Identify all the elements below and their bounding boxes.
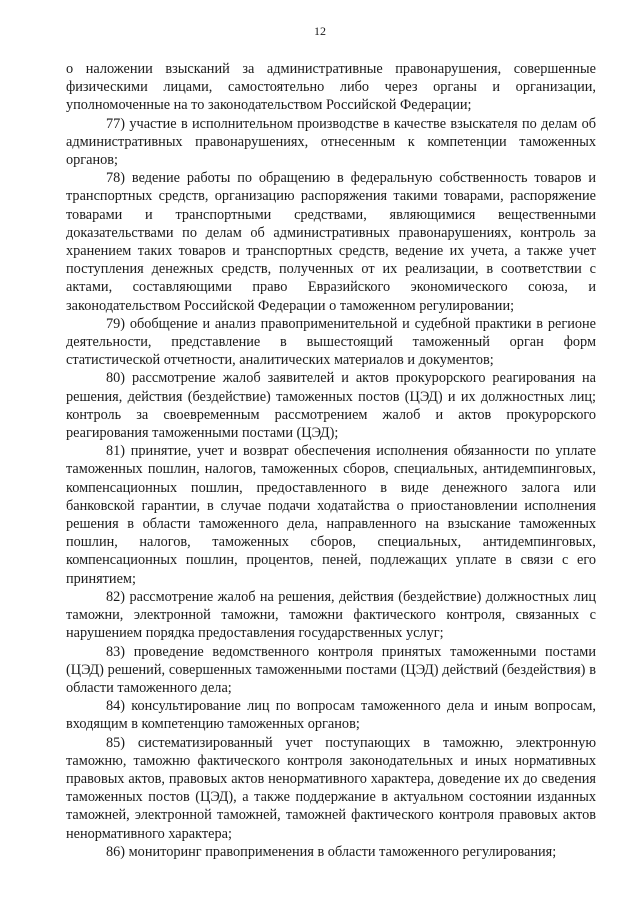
paragraph-85: 85) систематизированный учет поступающих в таможню, электронную таможню, таможню фактического контроля законодательных и иных нормативных правовых актов, правовых актов ненормативного характера, доведение их до сведения таможенных постов (ЦЭД), а также поддержание в актуальном состоянии изданных таможней, электронной таможней, таможней фактического контроля правовых актов ненормативного характера; (66, 734, 596, 842)
page-number: 12 (314, 24, 326, 38)
paragraph-80: 80) рассмотрение жалоб заявителей и актов прокурорского реагирования на решения, действия (бездействие) таможенных постов (ЦЭД) и их должностных лиц; контроль за своевременным рассмотрением жалоб и актов прокурорского реагирования таможенными постами (ЦЭД); (66, 370, 596, 442)
paragraph-83: 83) проведение ведомственного контроля принятых таможенными постами (ЦЭД) решений, совершенных таможенными постами (ЦЭД) действий (бездействия) в области таможенного дела; (66, 643, 596, 696)
paragraph-84: 84) консультирование лиц по вопросам таможенного дела и иным вопросам, входящим в компетенцию таможенных органов; (66, 698, 596, 733)
document-body (66, 60, 596, 861)
paragraph-76-continuation: о наложении взысканий за административные правонарушения, совершенные физическими лицами, самостоятельно либо через органы и организации, уполномоченные на то законодательством Российской Федерации; (66, 61, 596, 114)
paragraph-81: 81) принятие, учет и возврат обеспечения исполнения обязанности по уплате таможенных пошлин, налогов, таможенных сборов, специальных, антидемпинговых, компенсационных пошлин, предоставленного в виде денежного залога или банковской гарантии, в случае подачи ходатайства о приостановлении исполнения решения в области таможенного дела, направленного на взыскание таможенных пошлин, налогов, таможенных сборов, специальных, антидемпинговых, компенсационных пошлин, процентов, пеней, подлежащих уплате в связи с его принятием; (66, 443, 596, 587)
paragraph-77: 77) участие в исполнительном производстве в качестве взыскателя по делам об административных правонарушениях, отнесенным к компетенции таможенных органов; (66, 115, 596, 169)
paragraph-78: 78) ведение работы по обращению в федеральную собственность товаров и транспортных средств, организацию распоряжения такими товарами, распоряжение товарами и транспортными средствами, являющимися вещественными доказательствами по делам об административных правонарушениях, контроль за хранением таких товаров и транспортных средств, ведение их учета, а также учет поступления денежных средств, полученных от их реализации, в соответствии с актами, составляющими право Евразийского экономического союза, и законодательством Российской Федерации о таможенном регулировании; (66, 170, 596, 314)
paragraph-82: 82) рассмотрение жалоб на решения, действия (бездействие) должностных лиц таможни, электронной таможни, таможни фактического контроля, связанных с нарушением порядка предоставления государственных услуг; (66, 588, 596, 642)
paragraph-86: 86) мониторинг правоприменения в области таможенного регулирования; (106, 843, 557, 860)
paragraph-79: 79) обобщение и анализ правоприменительной и судебной практики в регионе деятельности, представление в вышестоящий таможенный орган форм статистической отчетности, аналитических материалов и документов; (66, 315, 596, 369)
